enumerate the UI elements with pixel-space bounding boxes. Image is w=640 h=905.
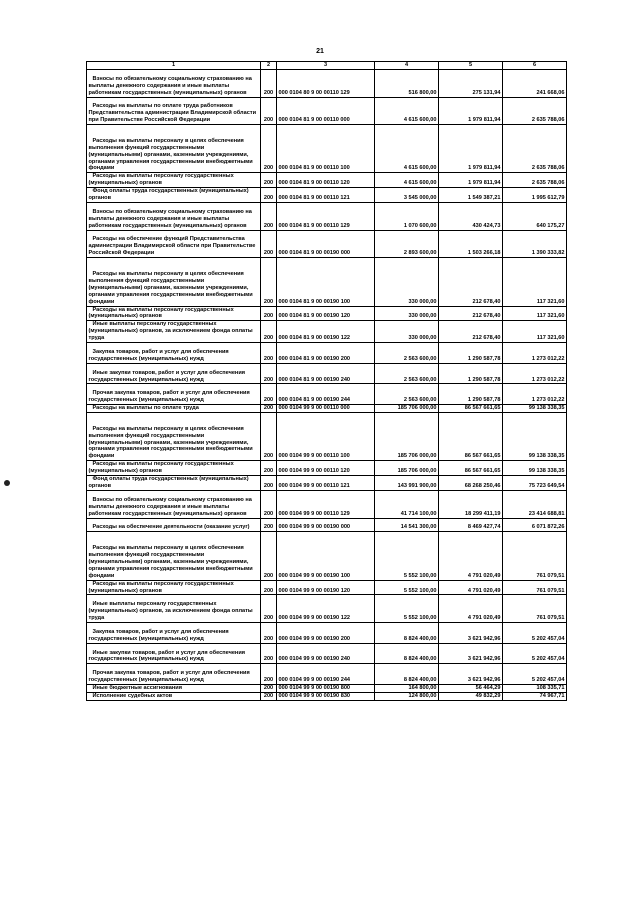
row-executed-cell: 430 424,73 xyxy=(439,203,503,231)
row-plan-cell: 5 552 100,00 xyxy=(375,532,439,580)
row-code-cell: 000 0104 81 9 00 00110 000 xyxy=(277,97,375,125)
row-name-text: Взносы по обязательному социальному страхованию на выплаты денежного содержания и иные выплаты работникам государственных (муниципальных) органов xyxy=(88,208,252,229)
row-code-cell: 000 0104 81 9 00 00190 120 xyxy=(277,306,375,321)
row-name-text: Исполнение судебных актов xyxy=(92,692,173,699)
table-row xyxy=(87,203,567,231)
row-name-text: Взносы по обязательному социальному страхованию на выплаты денежного содержания и иные выплаты работникам государственных (муниципальных) органов xyxy=(88,75,252,96)
row-vr-cell: 200 xyxy=(261,692,277,700)
row-name-cell xyxy=(87,518,261,532)
row-name-cell xyxy=(87,476,261,491)
row-name-cell xyxy=(87,461,261,476)
row-vr-cell: 200 xyxy=(261,623,277,644)
column-header: 1 xyxy=(87,62,261,70)
row-remaining-cell: 2 635 788,06 xyxy=(503,173,567,188)
table-row xyxy=(87,413,567,461)
row-vr-cell: 200 xyxy=(261,595,277,623)
row-name-cell xyxy=(87,203,261,231)
row-name-cell xyxy=(87,125,261,173)
binding-hole-mark xyxy=(4,480,10,486)
row-vr-cell: 200 xyxy=(261,125,277,173)
row-code-cell: 000 0104 99 9 00 00190 244 xyxy=(277,664,375,685)
row-remaining-cell: 1 390 333,82 xyxy=(503,230,567,258)
row-name-text: Закупка товаров, работ и услуг для обеспечения государственных (муниципальных) нужд xyxy=(88,628,229,642)
row-executed-cell: 8 469 427,74 xyxy=(439,518,503,532)
row-name-cell xyxy=(87,321,261,343)
row-remaining-cell: 761 079,51 xyxy=(503,580,567,595)
row-code-cell: 000 0104 99 9 00 00190 830 xyxy=(277,692,375,700)
row-code-cell: 000 0104 99 9 00 00190 240 xyxy=(277,643,375,664)
row-remaining-cell: 761 079,51 xyxy=(503,595,567,623)
column-header: 5 xyxy=(439,62,503,70)
row-name-text: Расходы на обеспечение функций Представительства администрации Владимирской области при Правительстве Российской Федерации xyxy=(88,236,256,257)
row-vr-cell: 200 xyxy=(261,69,277,97)
table-row xyxy=(87,476,567,491)
row-name-cell xyxy=(87,343,261,364)
table-row xyxy=(87,461,567,476)
row-code-cell: 000 0104 81 9 00 00110 100 xyxy=(277,125,375,173)
table-row xyxy=(87,405,567,413)
row-plan-cell: 330 000,00 xyxy=(375,258,439,306)
table-row xyxy=(87,125,567,173)
row-name-cell xyxy=(87,405,261,413)
row-vr-cell: 200 xyxy=(261,173,277,188)
row-executed-cell: 212 678,40 xyxy=(439,321,503,343)
row-plan-cell: 2 563 600,00 xyxy=(375,384,439,405)
row-executed-cell: 4 791 020,49 xyxy=(439,595,503,623)
row-name-text: Расходы на выплаты по оплате труда xyxy=(92,405,199,412)
row-name-text: Расходы на выплаты персоналу в целях обеспечения выполнения функций государственными (муниципальными) органами, казенными учреждениями, органами управления государственными внебюджетными фондами xyxy=(88,137,253,172)
row-vr-cell: 200 xyxy=(261,413,277,461)
row-name-cell xyxy=(87,363,261,384)
row-name-text: Расходы на выплаты персоналу в целях обеспечения выполнения функций государственными (муниципальными) органами, казенными учреждениями, органами управления государственными внебюджетными фондами xyxy=(88,270,253,305)
row-plan-cell: 3 545 000,00 xyxy=(375,188,439,203)
row-name-cell xyxy=(87,306,261,321)
row-name-cell xyxy=(87,623,261,644)
row-remaining-cell: 1 273 012,22 xyxy=(503,343,567,364)
row-code-cell: 000 0104 99 9 00 00110 000 xyxy=(277,405,375,413)
row-code-cell: 000 0104 80 9 00 00110 129 xyxy=(277,69,375,97)
row-remaining-cell: 74 967,71 xyxy=(503,692,567,700)
row-remaining-cell: 6 071 872,26 xyxy=(503,518,567,532)
row-code-cell: 000 0104 81 9 00 00190 122 xyxy=(277,321,375,343)
row-executed-cell: 68 268 250,46 xyxy=(439,476,503,491)
row-executed-cell: 86 567 661,65 xyxy=(439,413,503,461)
row-name-cell xyxy=(87,188,261,203)
row-remaining-cell: 1 273 012,22 xyxy=(503,384,567,405)
column-header: 3 xyxy=(277,62,375,70)
row-plan-cell: 516 800,00 xyxy=(375,69,439,97)
row-vr-cell: 200 xyxy=(261,580,277,595)
table-row xyxy=(87,532,567,580)
table-row xyxy=(87,173,567,188)
row-plan-cell: 4 615 600,00 xyxy=(375,173,439,188)
row-name-text: Расходы на выплаты персоналу государственных (муниципальных) органов xyxy=(88,306,234,320)
row-executed-cell: 4 791 020,49 xyxy=(439,580,503,595)
row-name-text: Иные выплаты персоналу государственных (муниципальных) органов, за исключением фонда оплаты труда xyxy=(88,321,253,342)
row-name-cell xyxy=(87,97,261,125)
row-name-text: Расходы на выплаты персоналу государственных (муниципальных) органов xyxy=(88,173,234,187)
row-remaining-cell: 117 321,60 xyxy=(503,306,567,321)
row-executed-cell: 3 621 942,96 xyxy=(439,643,503,664)
row-remaining-cell: 75 723 649,54 xyxy=(503,476,567,491)
row-remaining-cell: 1 273 012,22 xyxy=(503,363,567,384)
row-executed-cell: 3 621 942,96 xyxy=(439,623,503,644)
row-plan-cell: 41 714 100,00 xyxy=(375,490,439,518)
row-remaining-cell: 1 995 612,79 xyxy=(503,188,567,203)
table-row xyxy=(87,384,567,405)
row-remaining-cell: 23 414 688,81 xyxy=(503,490,567,518)
row-plan-cell: 2 893 600,00 xyxy=(375,230,439,258)
row-vr-cell: 200 xyxy=(261,384,277,405)
row-executed-cell: 212 678,40 xyxy=(439,258,503,306)
row-plan-cell: 124 800,00 xyxy=(375,692,439,700)
row-executed-cell: 86 567 661,65 xyxy=(439,461,503,476)
table-row xyxy=(87,258,567,306)
row-plan-cell: 143 991 900,00 xyxy=(375,476,439,491)
row-vr-cell: 200 xyxy=(261,203,277,231)
row-vr-cell: 200 xyxy=(261,532,277,580)
row-code-cell: 000 0104 81 9 00 00110 121 xyxy=(277,188,375,203)
row-name-cell xyxy=(87,413,261,461)
row-executed-cell: 1 979 811,94 xyxy=(439,97,503,125)
table-row xyxy=(87,321,567,343)
row-remaining-cell: 5 202 457,04 xyxy=(503,664,567,685)
row-vr-cell: 200 xyxy=(261,306,277,321)
row-name-text: Расходы на обеспечение деятельности (оказание услуг) xyxy=(92,524,250,531)
row-name-text: Иные закупки товаров, работ и услуг для обеспечения государственных (муниципальных) нужд xyxy=(88,369,246,383)
table-row xyxy=(87,490,567,518)
row-plan-cell: 4 615 600,00 xyxy=(375,97,439,125)
row-plan-cell: 2 563 600,00 xyxy=(375,343,439,364)
table-row xyxy=(87,230,567,258)
row-executed-cell: 275 131,94 xyxy=(439,69,503,97)
row-remaining-cell: 99 138 338,35 xyxy=(503,405,567,413)
row-code-cell: 000 0104 81 9 00 00190 244 xyxy=(277,384,375,405)
table-row xyxy=(87,643,567,664)
row-vr-cell: 200 xyxy=(261,188,277,203)
table-row xyxy=(87,580,567,595)
row-plan-cell: 330 000,00 xyxy=(375,321,439,343)
row-code-cell: 000 0104 99 9 00 00190 000 xyxy=(277,518,375,532)
row-name-cell xyxy=(87,580,261,595)
row-vr-cell: 200 xyxy=(261,476,277,491)
row-remaining-cell: 640 175,27 xyxy=(503,203,567,231)
row-name-cell xyxy=(87,532,261,580)
row-plan-cell: 5 552 100,00 xyxy=(375,595,439,623)
row-remaining-cell: 5 202 457,04 xyxy=(503,643,567,664)
table-body xyxy=(87,69,567,700)
row-code-cell: 000 0104 99 9 00 00110 129 xyxy=(277,490,375,518)
table-row xyxy=(87,188,567,203)
row-executed-cell: 1 290 587,78 xyxy=(439,384,503,405)
row-name-text: Расходы на выплаты персоналу государственных (муниципальных) органов xyxy=(88,580,234,594)
row-name-cell xyxy=(87,173,261,188)
row-name-cell xyxy=(87,230,261,258)
row-vr-cell: 200 xyxy=(261,321,277,343)
row-vr-cell: 200 xyxy=(261,643,277,664)
row-vr-cell: 200 xyxy=(261,343,277,364)
table-row xyxy=(87,595,567,623)
row-code-cell: 000 0104 81 9 00 00190 000 xyxy=(277,230,375,258)
row-plan-cell: 8 824 400,00 xyxy=(375,664,439,685)
row-name-text: Иные бюджетные ассигнования xyxy=(92,685,182,692)
row-name-text: Прочая закупка товаров, работ и услуг для обеспечения государственных (муниципальных) нужд xyxy=(88,670,250,684)
row-plan-cell: 14 541 300,00 xyxy=(375,518,439,532)
row-name-text: Расходы на выплаты персоналу государственных (муниципальных) органов xyxy=(88,461,234,475)
row-name-text: Фонд оплаты труда государственных (муниципальных) органов xyxy=(88,476,249,490)
row-code-cell: 000 0104 99 9 00 00110 120 xyxy=(277,461,375,476)
row-plan-cell: 164 800,00 xyxy=(375,685,439,693)
row-name-text: Закупка товаров, работ и услуг для обеспечения государственных (муниципальных) нужд xyxy=(88,348,229,362)
row-code-cell: 000 0104 99 9 00 00110 100 xyxy=(277,413,375,461)
row-name-text: Расходы на выплаты персоналу в целях обеспечения выполнения функций государственными (муниципальными) органами, казенными учреждениями, органами управления государственными внебюджетными фондами xyxy=(88,545,253,579)
table-row xyxy=(87,363,567,384)
row-vr-cell: 200 xyxy=(261,230,277,258)
row-plan-cell: 185 706 000,00 xyxy=(375,413,439,461)
row-executed-cell: 86 567 661,65 xyxy=(439,405,503,413)
row-executed-cell: 1 979 811,94 xyxy=(439,125,503,173)
row-name-text: Фонд оплаты труда государственных (муниципальных) органов xyxy=(88,188,249,202)
row-plan-cell: 330 000,00 xyxy=(375,306,439,321)
row-executed-cell: 4 791 020,49 xyxy=(439,532,503,580)
row-name-cell xyxy=(87,490,261,518)
row-remaining-cell: 241 668,06 xyxy=(503,69,567,97)
row-name-cell xyxy=(87,69,261,97)
row-remaining-cell: 99 138 338,35 xyxy=(503,461,567,476)
row-code-cell: 000 0104 81 9 00 00110 129 xyxy=(277,203,375,231)
row-plan-cell: 185 706 000,00 xyxy=(375,405,439,413)
column-header: 6 xyxy=(503,62,567,70)
row-vr-cell: 200 xyxy=(261,258,277,306)
row-code-cell: 000 0104 99 9 00 00190 200 xyxy=(277,623,375,644)
row-plan-cell: 8 824 400,00 xyxy=(375,643,439,664)
row-name-cell xyxy=(87,384,261,405)
row-code-cell: 000 0104 81 9 00 00190 240 xyxy=(277,363,375,384)
row-executed-cell: 49 832,29 xyxy=(439,692,503,700)
row-plan-cell: 5 552 100,00 xyxy=(375,580,439,595)
column-number-row xyxy=(87,62,567,70)
row-vr-cell: 200 xyxy=(261,518,277,532)
column-header: 2 xyxy=(261,62,277,70)
row-executed-cell: 1 503 266,18 xyxy=(439,230,503,258)
row-remaining-cell: 2 635 788,06 xyxy=(503,125,567,173)
row-plan-cell: 2 563 600,00 xyxy=(375,363,439,384)
row-plan-cell: 1 070 600,00 xyxy=(375,203,439,231)
row-executed-cell: 1 290 587,78 xyxy=(439,343,503,364)
table-row xyxy=(87,518,567,532)
row-name-cell xyxy=(87,664,261,685)
row-code-cell: 000 0104 99 9 00 00110 121 xyxy=(277,476,375,491)
row-vr-cell: 200 xyxy=(261,363,277,384)
row-vr-cell: 200 xyxy=(261,461,277,476)
row-remaining-cell: 2 635 788,06 xyxy=(503,97,567,125)
row-executed-cell: 1 549 387,21 xyxy=(439,188,503,203)
row-plan-cell: 8 824 400,00 xyxy=(375,623,439,644)
row-code-cell: 000 0104 81 9 00 00190 200 xyxy=(277,343,375,364)
table-row xyxy=(87,69,567,97)
table-row xyxy=(87,685,567,693)
row-remaining-cell: 108 335,71 xyxy=(503,685,567,693)
row-vr-cell: 200 xyxy=(261,405,277,413)
row-executed-cell: 1 290 587,78 xyxy=(439,363,503,384)
row-remaining-cell: 5 202 457,04 xyxy=(503,623,567,644)
table-row xyxy=(87,623,567,644)
row-name-cell xyxy=(87,685,261,693)
table-row xyxy=(87,97,567,125)
row-code-cell: 000 0104 81 9 00 00190 100 xyxy=(277,258,375,306)
row-plan-cell: 4 615 600,00 xyxy=(375,125,439,173)
table-row xyxy=(87,343,567,364)
row-remaining-cell: 117 321,60 xyxy=(503,321,567,343)
budget-execution-table xyxy=(86,61,567,701)
row-name-text: Взносы по обязательному социальному страхованию на выплаты денежного содержания и иные выплаты работникам государственных (муниципальных) органов xyxy=(88,496,252,517)
row-code-cell: 000 0104 99 9 00 00190 120 xyxy=(277,580,375,595)
row-vr-cell: 200 xyxy=(261,685,277,693)
row-code-cell: 000 0104 81 9 00 00110 120 xyxy=(277,173,375,188)
table-row xyxy=(87,692,567,700)
row-vr-cell: 200 xyxy=(261,664,277,685)
column-header: 4 xyxy=(375,62,439,70)
row-executed-cell: 212 678,40 xyxy=(439,306,503,321)
row-code-cell: 000 0104 99 9 00 00190 122 xyxy=(277,595,375,623)
row-vr-cell: 200 xyxy=(261,490,277,518)
row-remaining-cell: 117 321,60 xyxy=(503,258,567,306)
page-number: 21 xyxy=(316,48,324,55)
row-code-cell: 000 0104 99 9 00 00190 100 xyxy=(277,532,375,580)
row-remaining-cell: 99 138 338,35 xyxy=(503,413,567,461)
row-name-cell xyxy=(87,595,261,623)
row-code-cell: 000 0104 99 9 00 00190 800 xyxy=(277,685,375,693)
row-name-cell xyxy=(87,643,261,664)
table-row xyxy=(87,306,567,321)
row-name-text: Иные выплаты персоналу государственных (муниципальных) органов, за исключением фонда оплаты труда xyxy=(88,601,253,622)
row-name-text: Иные закупки товаров, работ и услуг для обеспечения государственных (муниципальных) нужд xyxy=(88,649,246,663)
row-plan-cell: 185 706 000,00 xyxy=(375,461,439,476)
row-name-cell xyxy=(87,258,261,306)
row-name-text: Расходы на выплаты персоналу в целях обеспечения выполнения функций государственными (муниципальными) органами, казенными учреждениями, органами управления государственными внебюджетными фондами xyxy=(88,425,253,460)
row-executed-cell: 1 979 811,94 xyxy=(439,173,503,188)
row-executed-cell: 3 621 942,96 xyxy=(439,664,503,685)
row-executed-cell: 18 299 411,19 xyxy=(439,490,503,518)
row-name-cell xyxy=(87,692,261,700)
table-row xyxy=(87,664,567,685)
row-name-text: Расходы на выплаты по оплате труда работников Представительства администрации Владимирской области при Правительстве Российской Федерации xyxy=(88,103,257,124)
row-remaining-cell: 761 079,51 xyxy=(503,532,567,580)
row-executed-cell: 56 464,29 xyxy=(439,685,503,693)
row-name-text: Прочая закупка товаров, работ и услуг для обеспечения государственных (муниципальных) нужд xyxy=(88,390,250,404)
row-vr-cell: 200 xyxy=(261,97,277,125)
